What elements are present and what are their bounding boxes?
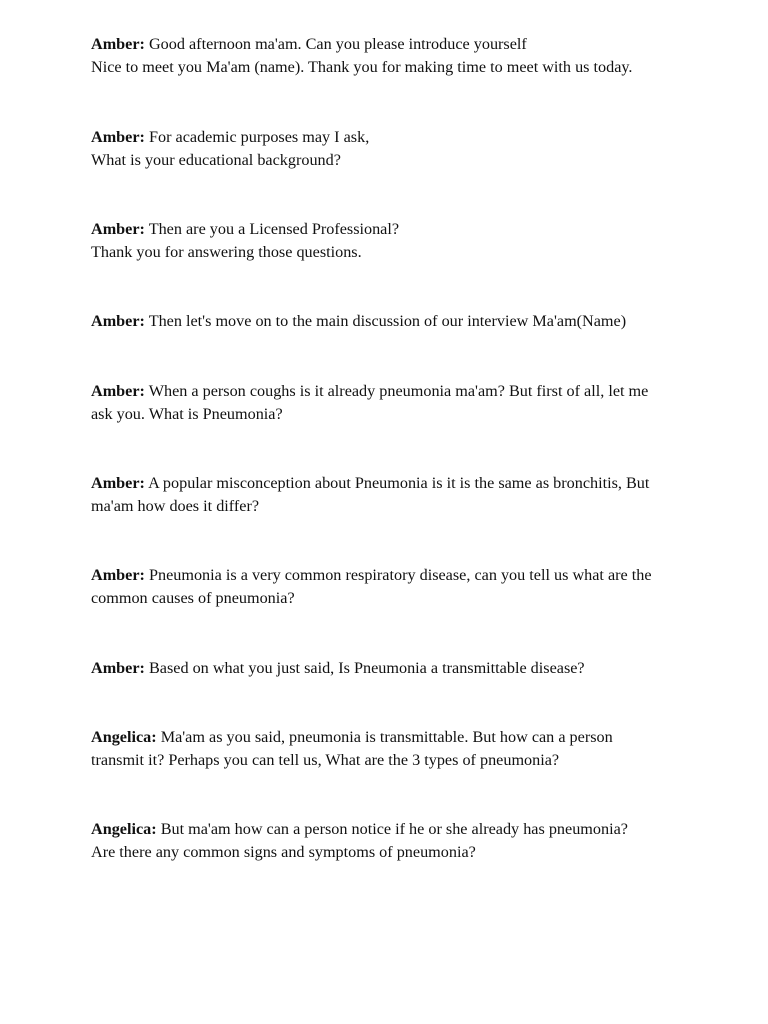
dialogue-text: Good afternoon ma'am. Can you please introduce yourself <box>144 35 527 53</box>
entry-first-line <box>91 310 691 333</box>
entry-first-line <box>91 818 691 841</box>
dialogue-text: What is your educational background? <box>91 151 341 170</box>
dialogue-text: Then are you a Licensed Professional? <box>144 220 400 238</box>
speaker-name: Amber: <box>91 128 145 146</box>
dialogue-entry <box>91 126 691 173</box>
dialogue-text: A popular misconception about Pneumonia is it is the same as bronchitis, But <box>144 474 650 492</box>
entry-first-line <box>91 126 691 149</box>
dialogue-text: When a person coughs is it already pneumonia ma'am? But first of all, let me <box>144 382 649 400</box>
speaker-name: Amber: <box>91 659 145 677</box>
speaker-name: Amber: <box>91 474 145 492</box>
dialogue-text: ask you. What is Pneumonia? <box>91 405 283 424</box>
speaker-name: Amber: <box>91 220 145 238</box>
dialogue-text: Then let's move on to the main discussion of our interview Ma'am(Name) <box>144 312 627 330</box>
dialogue-text: Thank you for answering those questions. <box>91 243 362 262</box>
dialogue-entry <box>91 218 691 265</box>
dialogue-text: Nice to meet you Ma'am (name). Thank you for making time to meet with us today. <box>91 58 633 77</box>
dialogue-text: For academic purposes may I ask, <box>144 128 370 146</box>
entry-first-line <box>91 33 691 56</box>
entry-first-line <box>91 657 691 680</box>
speaker-name: Amber: <box>91 566 145 584</box>
dialogue-text: Pneumonia is a very common respiratory disease, can you tell us what are the <box>144 566 652 584</box>
dialogue-text: But ma'am how can a person notice if he or she already has pneumonia? <box>156 820 628 838</box>
dialogue-text: ma'am how does it differ? <box>91 497 260 516</box>
dialogue-entry <box>91 657 691 680</box>
dialogue-entry <box>91 310 691 333</box>
entry-first-line <box>91 380 691 403</box>
entry-first-line <box>91 564 691 587</box>
speaker-name: Amber: <box>91 35 145 53</box>
entry-first-line <box>91 726 691 749</box>
speaker-name: Amber: <box>91 312 145 330</box>
dialogue-text: Based on what you just said, Is Pneumonia a transmittable disease? <box>144 659 585 677</box>
speaker-name: Angelica: <box>91 728 157 746</box>
speaker-name: Amber: <box>91 382 145 400</box>
dialogue-text: Are there any common signs and symptoms of pneumonia? <box>91 843 476 862</box>
dialogue-entry <box>91 33 691 80</box>
dialogue-text: transmit it? Perhaps you can tell us, What are the 3 types of pneumonia? <box>91 751 560 770</box>
entry-first-line <box>91 218 691 241</box>
dialogue-entry <box>91 564 691 611</box>
dialogue-entry <box>91 380 691 427</box>
dialogue-entry <box>91 726 691 773</box>
speaker-name: Angelica: <box>91 820 157 838</box>
entry-first-line <box>91 472 691 495</box>
dialogue-entry <box>91 472 691 519</box>
dialogue-entry <box>91 818 691 865</box>
dialogue-text: Ma'am as you said, pneumonia is transmittable. But how can a person <box>156 728 613 746</box>
dialogue-text: common causes of pneumonia? <box>91 589 295 608</box>
